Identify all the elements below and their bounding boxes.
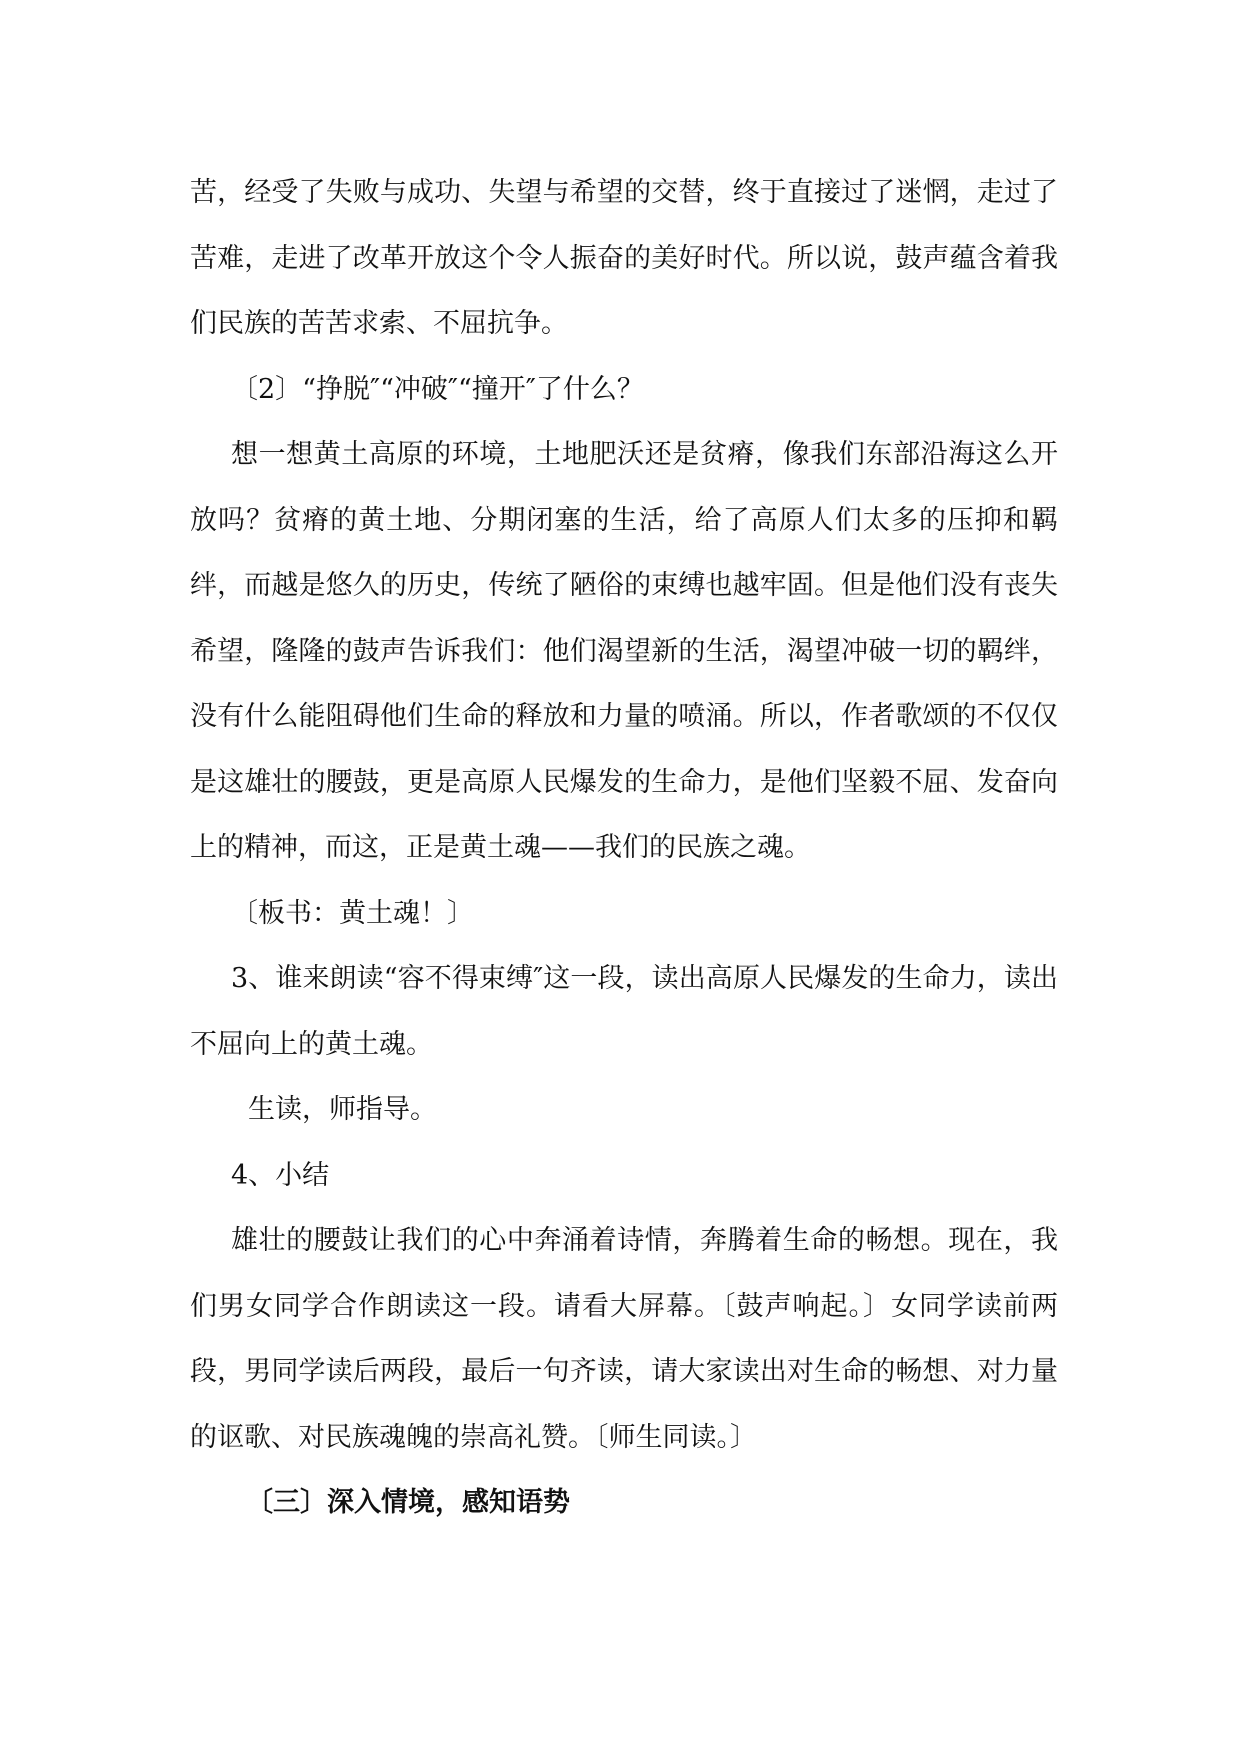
paragraph-blackboard-note: 〔板书：黄土魂！〕 xyxy=(231,897,474,929)
section-heading: 〔三〕深入情境，感知语势 xyxy=(246,1487,570,1518)
paragraph-student-reading: 生读，师指导。 xyxy=(248,1094,437,1125)
paragraph-loess-plateau: 想一想黄土高原的环境，土地肥沃还是贫瘠，像我们东部沿海这么开放吗？贫瘠的黄土地、分期闭塞的生活，给了高原人们太多的压抑和羁绊，而越是悠久的历史，传统了陋俗的束缚也越牢固。但是他们没有丧失希望，隆隆的鼓声告诉我们：他们渴望新的生活，渴望冲破一切的羁绊，没有什么能阻碍他们生命的释放和力量的喷涌。所以，作者歌颂的不仅仅是这雄壮的腰鼓，更是高原人民爆发的生命力，是他们坚毅不屈、发奋向上的精神，而这，正是黄土魂——我们的民族之魂。 xyxy=(190,439,1058,863)
paragraph-summary-label: 4、小结 xyxy=(231,1159,330,1191)
paragraph-drum-meaning: 苦，经受了失败与成功、失望与希望的交替，终于直接过了迷惘，走过了苦难，走进了改革开放这个令人振奋的美好时代。所以说，鼓声蕴含着我们民族的苦苦求索、不屈抗争。 xyxy=(190,177,1058,339)
paragraph-question-2: 〔2〕“挣脱″“冲破″“撞开″了什么？ xyxy=(231,373,644,405)
paragraph-read-aloud-task: 3、谁来朗读“容不得束缚″这一段，读出高原人民爆发的生命力，读出不屈向上的黄土魂。 xyxy=(190,963,1058,1060)
document-body xyxy=(190,160,1058,1536)
paragraph-summary-text: 雄壮的腰鼓让我们的心中奔涌着诗情，奔腾着生命的畅想。现在，我们男女同学合作朗读这一段。请看大屏幕。〔鼓声响起。〕女同学读前两段，男同学读后两段，最后一句齐读，请大家读出对生命的畅想、对力量的讴歌、对民族魂魄的崇高礼赞。〔师生同读。〕 xyxy=(190,1225,1058,1453)
